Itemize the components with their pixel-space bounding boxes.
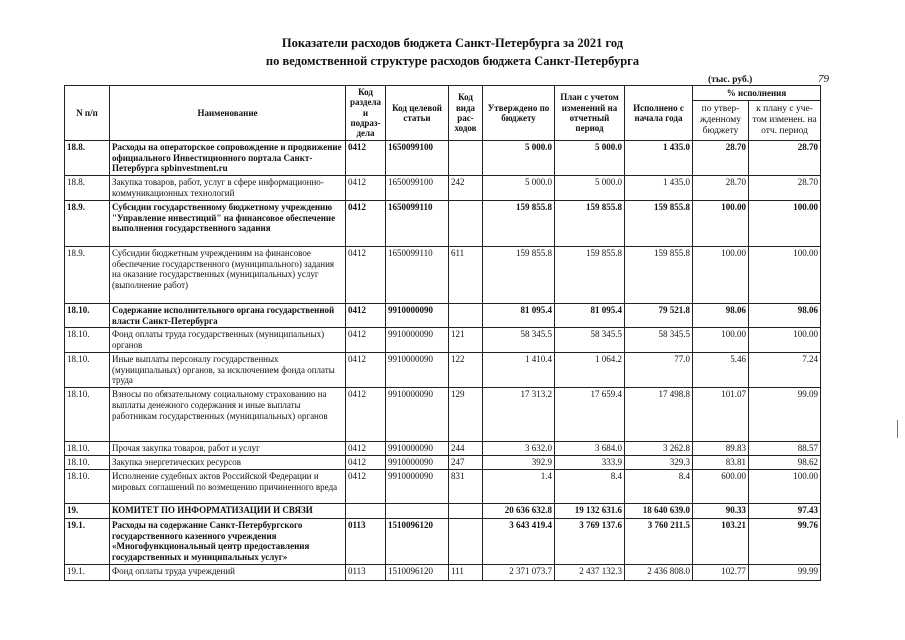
cell-plan: 2 437 132.3 <box>555 565 625 581</box>
cell-approved: 159 855.8 <box>483 246 555 303</box>
cell-pct-plan: 99.99 <box>749 565 821 581</box>
cell-done: 58 345.5 <box>625 328 693 353</box>
cell-pct-approved: 101.07 <box>693 388 749 442</box>
cell-pct-approved: 90.33 <box>693 503 749 518</box>
cell-num: 19.1. <box>65 565 110 581</box>
cell-name: Прочая закупка товаров, работ и услуг <box>110 442 346 456</box>
cell-plan: 1 064.2 <box>555 352 625 387</box>
cell-plan: 17 659.4 <box>555 388 625 442</box>
cell-csr: 9910000090 <box>386 469 449 503</box>
cell-pct-plan: 7.24 <box>749 352 821 387</box>
cell-num: 18.10. <box>65 456 110 470</box>
page-number: 79 <box>818 73 829 85</box>
cell-pct-approved: 100.00 <box>693 200 749 246</box>
margin-mark <box>897 420 898 438</box>
cell-pct-approved: 100.00 <box>693 328 749 353</box>
cell-plan: 5 000.0 <box>555 140 625 175</box>
cell-csr: 9910000090 <box>386 328 449 353</box>
cell-pct-plan: 98.62 <box>749 456 821 470</box>
cell-num: 18.9. <box>65 246 110 303</box>
cell-vid <box>449 518 483 564</box>
header-pct-plan: к плану с уче-том изменен. на отч. период <box>749 101 821 140</box>
cell-plan: 3 684.0 <box>555 442 625 456</box>
expenditure-table <box>64 85 821 581</box>
cell-razdel: 0412 <box>346 200 386 246</box>
cell-name: Содержание исполнительного органа государственной власти Санкт-Петербурга <box>110 303 346 328</box>
cell-vid <box>449 503 483 518</box>
cell-pct-plan: 100.00 <box>749 328 821 353</box>
cell-name: Расходы на содержание Санкт-Петербургского государственного казенного учреждения «Многофункциональный центр предоставления государственных и муниципальных услуг» <box>110 518 346 564</box>
cell-csr: 1510096120 <box>386 518 449 564</box>
table-row <box>65 303 821 328</box>
cell-done: 77.0 <box>625 352 693 387</box>
table-row <box>65 456 821 470</box>
cell-approved: 58 345.5 <box>483 328 555 353</box>
cell-csr: 1650099110 <box>386 200 449 246</box>
cell-plan: 159 855.8 <box>555 246 625 303</box>
cell-vid: 242 <box>449 176 483 201</box>
cell-num: 18.10. <box>65 388 110 442</box>
cell-csr: 9910000090 <box>386 456 449 470</box>
table-row <box>65 140 821 175</box>
header-vid: Код вида рас-ходов <box>449 86 483 141</box>
cell-razdel: 0412 <box>346 388 386 442</box>
cell-approved: 3 643 419.4 <box>483 518 555 564</box>
cell-razdel: 0412 <box>346 352 386 387</box>
cell-approved: 2 371 073.7 <box>483 565 555 581</box>
table-row <box>65 176 821 201</box>
table-row <box>65 518 821 564</box>
cell-razdel: 0412 <box>346 176 386 201</box>
cell-csr: 1510096120 <box>386 565 449 581</box>
cell-csr: 9910000090 <box>386 442 449 456</box>
cell-pct-plan: 99.09 <box>749 388 821 442</box>
cell-pct-approved: 28.70 <box>693 140 749 175</box>
table-row <box>65 200 821 246</box>
table-row <box>65 246 821 303</box>
cell-plan: 19 132 631.6 <box>555 503 625 518</box>
cell-pct-approved: 103.21 <box>693 518 749 564</box>
cell-done: 17 498.8 <box>625 388 693 442</box>
cell-name: Закупка энергетических ресурсов <box>110 456 346 470</box>
cell-done: 79 521.8 <box>625 303 693 328</box>
cell-num: 19.1. <box>65 518 110 564</box>
cell-name: Фонд оплаты труда учреждений <box>110 565 346 581</box>
cell-num: 18.9. <box>65 200 110 246</box>
header-pct-approved: по утвер-жденному бюджету <box>693 101 749 140</box>
cell-vid: 247 <box>449 456 483 470</box>
cell-vid <box>449 140 483 175</box>
cell-num: 18.8. <box>65 176 110 201</box>
cell-razdel: 0412 <box>346 456 386 470</box>
cell-approved: 1.4 <box>483 469 555 503</box>
cell-razdel: 0113 <box>346 565 386 581</box>
cell-vid: 244 <box>449 442 483 456</box>
cell-plan: 5 000.0 <box>555 176 625 201</box>
cell-name: Субсидии государственному бюджетному учреждению "Управление инвестиций" на финансовое обеспечение выполнения государственного задания <box>110 200 346 246</box>
cell-pct-approved: 28.70 <box>693 176 749 201</box>
header-csr: Код целевой статьи <box>386 86 449 141</box>
report-title-line1: Показатели расходов бюджета Санкт-Петербурга за 2021 год <box>281 36 624 50</box>
cell-pct-approved: 89.83 <box>693 442 749 456</box>
cell-done: 18 640 639.0 <box>625 503 693 518</box>
cell-razdel: 0412 <box>346 303 386 328</box>
cell-pct-approved: 5.46 <box>693 352 749 387</box>
cell-pct-plan: 28.70 <box>749 140 821 175</box>
cell-done: 1 435.0 <box>625 140 693 175</box>
cell-pct-plan: 100.00 <box>749 469 821 503</box>
cell-pct-approved: 83.81 <box>693 456 749 470</box>
cell-num: 18.8. <box>65 140 110 175</box>
cell-done: 3 262.8 <box>625 442 693 456</box>
cell-vid: 121 <box>449 328 483 353</box>
cell-csr: 9910000090 <box>386 352 449 387</box>
cell-plan: 159 855.8 <box>555 200 625 246</box>
cell-plan: 58 345.5 <box>555 328 625 353</box>
cell-num: 18.10. <box>65 328 110 353</box>
cell-vid: 611 <box>449 246 483 303</box>
cell-csr: 9910000090 <box>386 388 449 442</box>
cell-vid <box>449 200 483 246</box>
table-row <box>65 352 821 387</box>
table-row <box>65 565 821 581</box>
cell-razdel: 0412 <box>346 246 386 303</box>
cell-pct-plan: 100.00 <box>749 246 821 303</box>
cell-pct-plan: 88.57 <box>749 442 821 456</box>
report-title-line2: по ведомственной структуре расходов бюджета Санкт-Петербурга <box>265 54 640 68</box>
cell-plan: 333.9 <box>555 456 625 470</box>
cell-num: 18.10. <box>65 469 110 503</box>
cell-pct-plan: 97.43 <box>749 503 821 518</box>
cell-name: Субсидии бюджетным учреждениям на финансовое обеспечение государственного (муниципального) задания на оказание государственных (муниципальных) услуг (выполнение работ) <box>110 246 346 303</box>
cell-approved: 5 000.0 <box>483 176 555 201</box>
table-row <box>65 328 821 353</box>
cell-name: Иные выплаты персоналу государственных (муниципальных) органов, за исключением фонда оплаты труда <box>110 352 346 387</box>
cell-csr: 1650099100 <box>386 176 449 201</box>
table-row <box>65 388 821 442</box>
header-name: Наименование <box>110 86 346 141</box>
cell-done: 329.3 <box>625 456 693 470</box>
cell-vid: 111 <box>449 565 483 581</box>
cell-pct-approved: 102.77 <box>693 565 749 581</box>
cell-num: 19. <box>65 503 110 518</box>
cell-done: 1 435.0 <box>625 176 693 201</box>
cell-plan: 81 095.4 <box>555 303 625 328</box>
cell-csr: 1650099110 <box>386 246 449 303</box>
cell-approved: 20 636 632.8 <box>483 503 555 518</box>
cell-approved: 392.9 <box>483 456 555 470</box>
cell-approved: 1 410.4 <box>483 352 555 387</box>
cell-pct-approved: 98.06 <box>693 303 749 328</box>
cell-pct-plan: 100.00 <box>749 200 821 246</box>
cell-done: 159 855.8 <box>625 246 693 303</box>
cell-done: 2 436 808.0 <box>625 565 693 581</box>
cell-csr: 9910000090 <box>386 303 449 328</box>
cell-razdel: 0412 <box>346 469 386 503</box>
cell-csr <box>386 503 449 518</box>
cell-name: Расходы на операторское сопровождение и продвижение официального Инвестиционного портала Санкт-Петербурга spbinvestment.ru <box>110 140 346 175</box>
table-row <box>65 503 821 518</box>
cell-vid: 831 <box>449 469 483 503</box>
cell-name: КОМИТЕТ ПО ИНФОРМАТИЗАЦИИ И СВЯЗИ <box>110 503 346 518</box>
cell-pct-approved: 600.00 <box>693 469 749 503</box>
cell-plan: 8.4 <box>555 469 625 503</box>
cell-razdel: 0412 <box>346 140 386 175</box>
cell-razdel: 0412 <box>346 328 386 353</box>
cell-approved: 5 000.0 <box>483 140 555 175</box>
cell-pct-plan: 99.76 <box>749 518 821 564</box>
cell-num: 18.10. <box>65 352 110 387</box>
cell-vid: 129 <box>449 388 483 442</box>
cell-pct-approved: 100.00 <box>693 246 749 303</box>
header-plan: План с учетом изменений на отчетный период <box>555 86 625 141</box>
table-row <box>65 442 821 456</box>
cell-num: 18.10. <box>65 303 110 328</box>
cell-razdel <box>346 503 386 518</box>
header-num: N п/п <box>65 86 110 141</box>
cell-num: 18.10. <box>65 442 110 456</box>
cell-approved: 159 855.8 <box>483 200 555 246</box>
cell-approved: 81 095.4 <box>483 303 555 328</box>
header-pct-group: % исполнения <box>693 86 821 101</box>
cell-name: Закупка товаров, работ, услуг в сфере информационно-коммуникационных технологий <box>110 176 346 201</box>
cell-razdel: 0412 <box>346 442 386 456</box>
cell-vid <box>449 303 483 328</box>
header-done: Исполнено с начала года <box>625 86 693 141</box>
cell-name: Фонд оплаты труда государственных (муниципальных) органов <box>110 328 346 353</box>
cell-name: Исполнение судебных актов Российской Федерации и мировых соглашений по возмещению причиненного вреда <box>110 469 346 503</box>
cell-pct-plan: 28.70 <box>749 176 821 201</box>
cell-plan: 3 769 137.6 <box>555 518 625 564</box>
cell-done: 3 760 211.5 <box>625 518 693 564</box>
cell-razdel: 0113 <box>346 518 386 564</box>
cell-approved: 3 632.0 <box>483 442 555 456</box>
cell-name: Взносы по обязательному социальному страхованию на выплаты денежного содержания и иные выплаты работникам государственных (муниципальных) органов <box>110 388 346 442</box>
cell-vid: 122 <box>449 352 483 387</box>
cell-csr: 1650099100 <box>386 140 449 175</box>
cell-pct-plan: 98.06 <box>749 303 821 328</box>
header-razdel: Код раздела и подраз-дела <box>346 86 386 141</box>
table-row <box>65 469 821 503</box>
cell-done: 159 855.8 <box>625 200 693 246</box>
header-approved: Утверждено по бюджету <box>483 86 555 141</box>
unit-label: (тыс. руб.) <box>708 75 753 85</box>
cell-approved: 17 313.2 <box>483 388 555 442</box>
cell-done: 8.4 <box>625 469 693 503</box>
table-body <box>65 140 821 580</box>
